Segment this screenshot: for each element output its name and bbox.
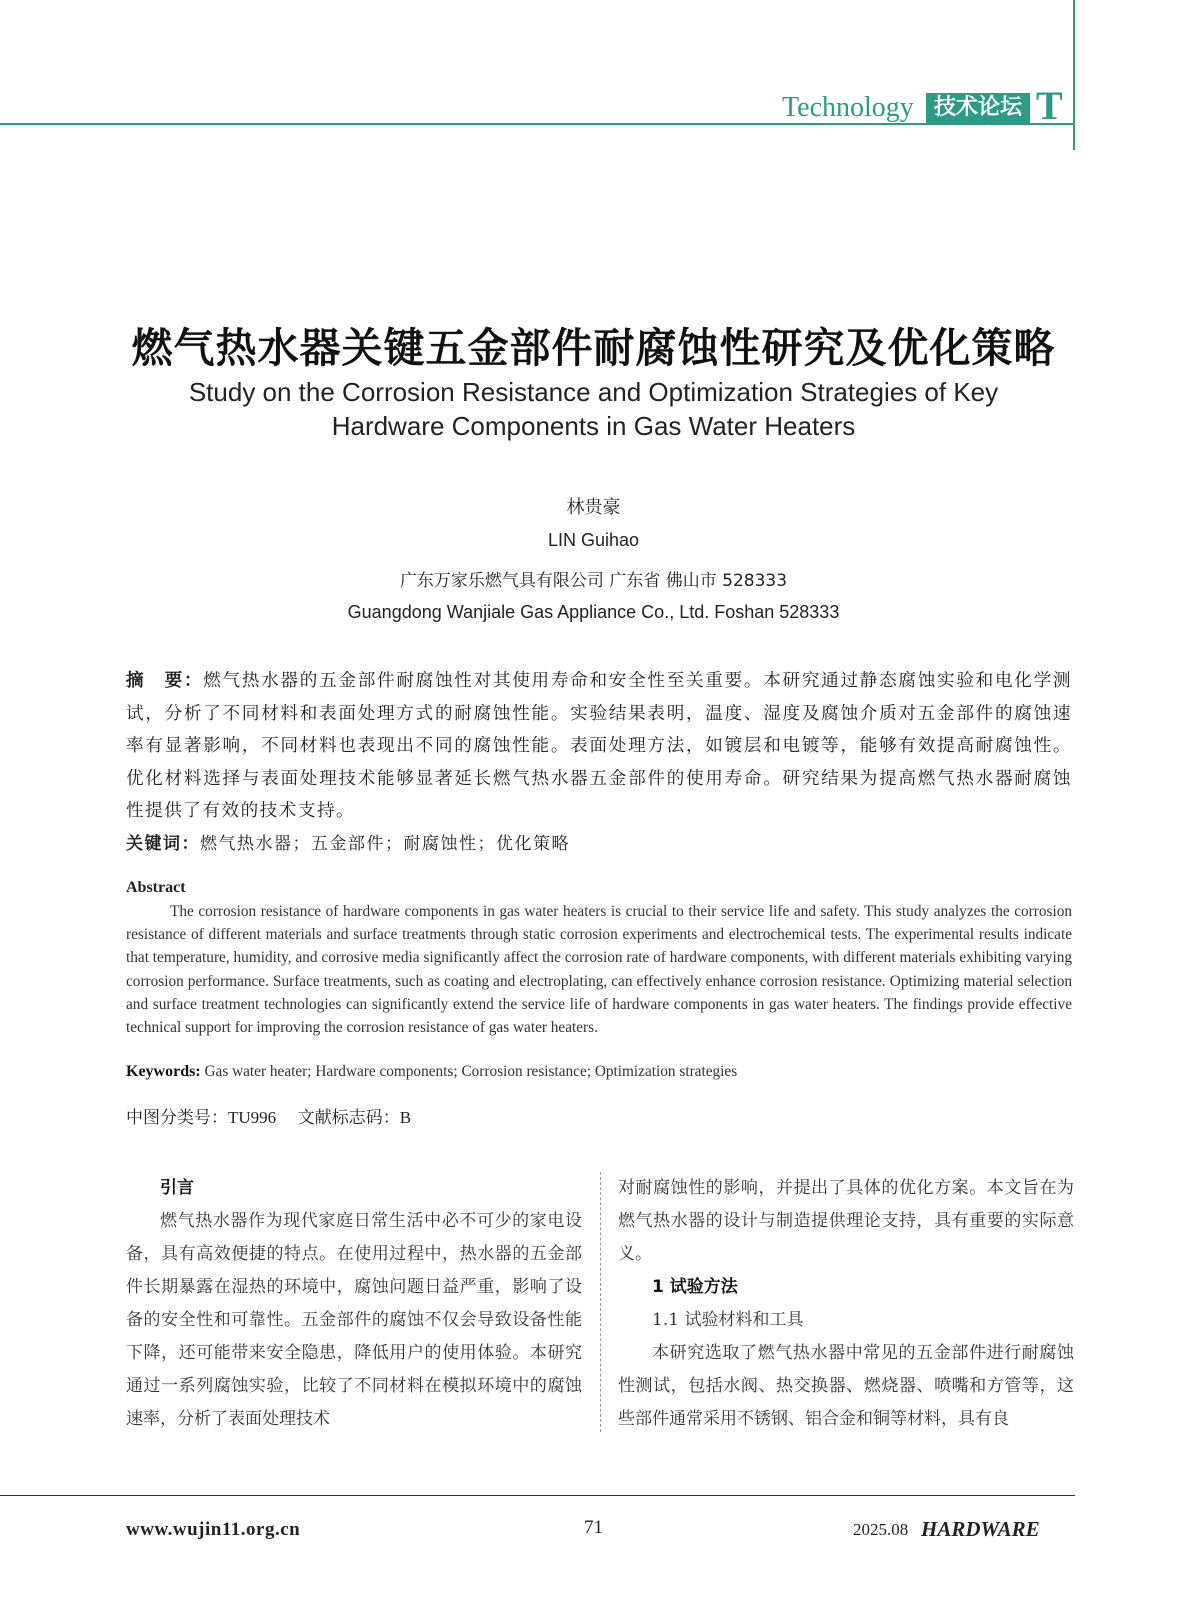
page-title-en xyxy=(120,375,1067,443)
section-1-1-heading: 1.1 试验材料和工具 xyxy=(652,1310,804,1330)
body-column-right xyxy=(618,1172,1074,1436)
title-en-line-1: Study on the Corrosion Resistance and Optimization Strategies of Key xyxy=(188,377,999,407)
keywords-cn xyxy=(126,829,570,854)
intro-heading: 引言 xyxy=(160,1178,194,1198)
header-vertical-rule xyxy=(1073,0,1075,150)
intro-paragraph: 燃气热水器作为现代家庭日常生活中必不可少的家电设备，具有高效便捷的特点。在使用过程中，热水器的五金部件长期暴露在湿热的环境中，腐蚀问题日益严重，影响了设备的安全性和可靠性。五金部件的腐蚀不仅会导致设备性能下降，还可能带来安全隐患，降低用户的使用体验。本研究通过一系列腐蚀实验，比较了不同材料在模拟环境中的腐蚀速率，分析了表面处理技术 xyxy=(126,1211,582,1429)
clc-value: TU996 xyxy=(228,1108,277,1127)
keywords-cn-text: 燃气热水器；五金部件；耐腐蚀性；优化策略 xyxy=(200,834,570,854)
keywords-cn-label: 关键词： xyxy=(126,834,200,854)
keywords-en-text: Gas water heater; Hardware components; Corrosion resistance; Optimization strategies xyxy=(204,1063,738,1080)
body-column-left xyxy=(126,1172,582,1436)
footer-url: www.wujin11.org.cn xyxy=(126,1519,301,1540)
issue-date: 2025.08 xyxy=(853,1520,909,1539)
abstract-cn-text: 燃气热水器的五金部件耐腐蚀性对其使用寿命和安全性至关重要。本研究通过静态腐蚀实验和电化学测试，分析了不同材料和表面处理方式的耐腐蚀性能。实验结果表明，温度、湿度及腐蚀介质对五金部件的腐蚀速率有显著影响，不同材料也表现出不同的腐蚀性能。表面处理方法，如镀层和电镀等，能够有效提高耐腐蚀性。优化材料选择与表面处理技术能够显著延长燃气热水器五金部件的使用寿命。研究结果为提高燃气热水器耐腐蚀性提供了有效的技术支持。 xyxy=(126,671,1072,821)
keywords-en xyxy=(126,1063,737,1081)
section-1-1-paragraph: 本研究选取了燃气热水器中常见的五金部件进行耐腐蚀性测试，包括水阀、热交换器、燃烧器、喷嘴和方管等，这些部件通常采用不锈钢、铝合金和铜等材料，具有良 xyxy=(618,1343,1074,1429)
section-label-cn: 技术论坛 xyxy=(926,93,1030,123)
author-name-cn: 林贵豪 xyxy=(566,497,621,518)
doc-code-label: 文献标志码： xyxy=(297,1108,400,1128)
section-label-en: Technology xyxy=(782,92,914,123)
abstract-cn xyxy=(126,665,1072,828)
footer-rule xyxy=(0,1495,1075,1496)
section-letter: T xyxy=(1036,83,1063,128)
keywords-en-label: Keywords: xyxy=(126,1063,201,1080)
clc-label: 中图分类号： xyxy=(126,1108,228,1128)
doc-code-value: B xyxy=(399,1108,412,1127)
intro-paragraph-continued: 对耐腐蚀性的影响，并提出了具体的优化方案。本文旨在为燃气热水器的设计与制造提供理论支持，具有重要的实际意义。 xyxy=(618,1178,1074,1264)
author-name-en: LIN Guihao xyxy=(547,530,640,550)
magazine-name: HARDWARE xyxy=(921,1517,1040,1541)
abstract-cn-label: 摘 要： xyxy=(126,671,204,691)
abstract-en-label: Abstract xyxy=(126,879,186,896)
affiliation-en: Guangdong Wanjiale Gas Appliance Co., Ltd. Foshan 528333 xyxy=(347,602,840,622)
page-title-cn: 燃气热水器关键五金部件耐腐蚀性研究及优化策略 xyxy=(131,324,1056,372)
section-1-heading: 1 试验方法 xyxy=(652,1277,738,1297)
affiliation-cn: 广东万家乐燃气具有限公司 广东省 佛山市 528333 xyxy=(399,571,788,591)
page-number: 71 xyxy=(584,1517,603,1538)
abstract-en-text: The corrosion resistance of hardware components in gas water heaters is crucial to their service life and safety. This study analyzes the corrosion resistance of different materials and surface treatments through static corrosion experiments and electrochemical tests. The experimental results indicate that temperature, humidity, and corrosive media significantly affect the corrosion rate of hardware components, with different materials exhibiting varying corrosion performance. Surface treatments, such as coating and electroplating, can effectively enhance corrosion resistance. Optimizing material selection and surface treatment technologies can significantly extend the service life of hardware components in gas water heaters. The findings provide effective technical support for improving the corrosion resistance of gas water heaters. xyxy=(126,903,1072,1037)
column-divider xyxy=(600,1172,601,1432)
classification-line xyxy=(126,1103,411,1128)
title-en-line-2: Hardware Components in Gas Water Heaters xyxy=(331,411,856,441)
